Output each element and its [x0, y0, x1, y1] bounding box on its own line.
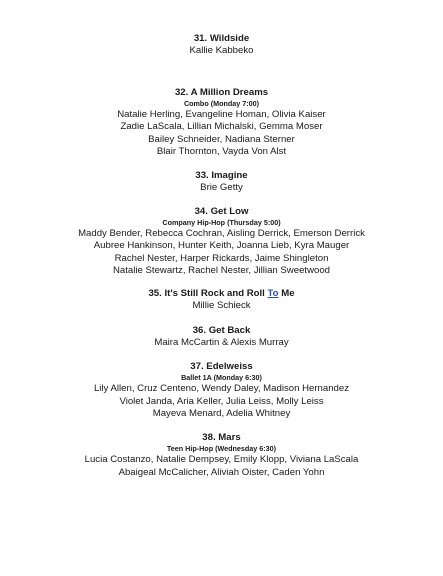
performer-line: Aubree Hankinson, Hunter Keith, Joanna Lieb, Kyra Mauger	[93, 240, 350, 252]
performer-line: Mayeva Menard, Adelia Whitney	[152, 408, 291, 420]
performer-line: Abaigeal McCalicher, Aliviah Oister, Caden Yohn	[118, 466, 325, 478]
entry-performers	[0, 454, 443, 479]
entry-title-underlined-word: To	[267, 287, 279, 299]
program-entry-31	[0, 33, 443, 58]
entry-title-start: 35. It's Still Rock and Roll	[148, 287, 268, 299]
entry-performers	[0, 228, 443, 278]
performer-line: Lily Allen, Cruz Centeno, Wendy Daley, Madison Hernandez	[93, 383, 350, 395]
program-entry-36	[0, 325, 443, 350]
program-entry-33	[0, 170, 443, 195]
entry-title	[0, 288, 443, 300]
entry-performers	[0, 45, 443, 58]
entry-class-info: Company Hip-Hop (Thursday 5:00)	[162, 217, 281, 227]
performer-line: Lucia Costanzo, Natalie Dempsey, Emily Klopp, Viviana LaScala	[84, 453, 359, 465]
entry-title: 37. Edelweiss	[190, 361, 253, 373]
performer-line: Maira McCartin & Alexis Murray	[154, 336, 289, 348]
performer-line: Blair Thornton, Vayda Von Alst	[156, 146, 287, 158]
performer-line: Maddy Bender, Rebecca Cochran, Aisling Derrick, Emerson Derrick	[78, 227, 365, 239]
performer-line: Zadie LaScala, Lillian Michalski, Gemma Moser	[120, 121, 323, 133]
performer-line: Natalie Herling, Evangeline Homan, Olivia Kaiser	[117, 108, 326, 120]
program-entry-34	[0, 206, 443, 278]
performer-line: Violet Janda, Aria Keller, Julia Leiss, Molly Leiss	[119, 395, 324, 407]
entry-title: 38. Mars	[202, 431, 241, 443]
entry-performers	[0, 337, 443, 350]
program-entry-35	[0, 288, 443, 313]
performer-line: Natalie Stewartz, Rachel Nester, Jillian Sweetwood	[112, 265, 331, 277]
entry-class-info: Combo (Monday 7:00)	[183, 98, 260, 108]
entry-title-end: Me	[278, 287, 295, 299]
entry-title: 36. Get Back	[192, 324, 251, 336]
entry-performers	[0, 300, 443, 313]
performer-line: Millie Schieck	[192, 299, 251, 311]
performer-line: Brie Getty	[200, 181, 243, 193]
entry-performers	[0, 383, 443, 421]
program-entry-37	[0, 361, 443, 421]
entry-performers	[0, 182, 443, 195]
performer-line: Rachel Nester, Harper Rickards, Jaime Shingleton	[114, 252, 329, 264]
program-entry-32	[0, 87, 443, 159]
entry-class-info: Teen Hip-Hop (Wednesday 6:30)	[166, 443, 277, 453]
performer-line: Bailey Schneider, Nadiana Sterner	[148, 133, 295, 145]
entry-performers	[0, 109, 443, 159]
program-entry-38	[0, 432, 443, 479]
entry-class-info: Ballet 1A (Monday 6:30)	[181, 373, 262, 383]
entry-title: 32. A Million Dreams	[174, 86, 269, 98]
entry-title: 33. Imagine	[195, 169, 248, 181]
performer-line: Kallie Kabbeko	[189, 45, 254, 56]
entry-title: 34. Get Low	[194, 205, 249, 217]
entry-title: 31. Wildside	[193, 33, 250, 44]
